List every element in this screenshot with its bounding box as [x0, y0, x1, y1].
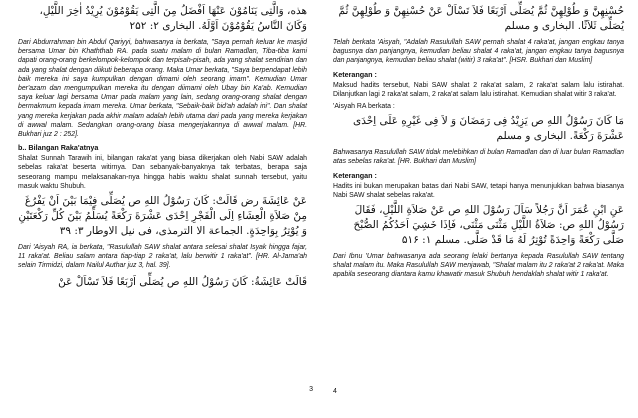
- page-number: 3: [309, 386, 313, 393]
- right-page: [319, 0, 638, 418]
- arabic-text: حُسْنِهِنَّ وَ طُوْلِهِنَّ ثُمَّ يُصَلِّى اَرْبَعًا فَلاَ تَسْاَلْ عَنْ حُسْنِهِنَّ وَ طُوْلِهِنَّ ثُمَّ يُصَلِّى ثَلاَثًا. البخارى و مسلم: [338, 5, 624, 32]
- arabic-text: مَا كَانَ رَسُوْلُ اللهِ ص يَزِيْدُ فِى رَمَضَانَ وَ لاَ فِى غَيْرِهِ عَلَى اِحْدَى عَشْرَةَ رَكْعَةً. البخارى و مسلم: [352, 115, 624, 143]
- section-heading: b.. Bilangan Raka'atnya: [18, 143, 99, 153]
- body-paragraph: Shalat Sunnah Tarawih ini, bilangan raka'at yang biasa dikerjakan oleh Nabi SAW adalah sebelas raka'at beserta witirnya. Dan sebanyak-banyaknya tak terbatas, berapa saja seseorang mampu melaksanakan-nya hingga habis waktu shalat sunnah tersebut, yaitu masuk waktu Shubuh.: [18, 155, 307, 190]
- arabic-text: عَنْ عَائِشَةَ رض قَالَتْ: كَانَ رَسُوْلُ اللهِ ص يُصَلِّى فِيْمَا بَيْنَ اَنْ يَفْرُغَ مِنْ صَلاَةِ الْعِشَاءِ اِلَى الْفَجْرِ اِحْدَى عَشْرَةَ رَكْعَةً يُسَلِّمُ بَيْنَ كُلِّ رَكْعَتَيْنِ وَ يُوْتِرُ بِوَاحِدَةٍ. الجماعة الا الترمذى، فى نيل الاوطار ۳: ۳۹: [18, 195, 307, 238]
- translation-paragraph: Telah berkata 'Aisyah, "Adalah Rasulullah SAW pernah shalat 4 raka'at, jangan engkau tanya bagusnya dan panjangnya, kemudian beliau shalat 4 raka'at, jangan engkau tanya bagusnya dan panjangnya, kemudian beliau shalat (witir) 3 raka'at". [HSR. Bukhari dan Muslim]: [333, 39, 624, 65]
- body-paragraph: Hadits ini bukan merupakan batas dari Nabi SAW, tetapi hanya menunjukkan bahwa biasanya Nabi SAW shalat sebelas raka'at.: [333, 182, 624, 199]
- translation-paragraph: Dari Abdurrahman bin Abdul Qariyyi, bahwasanya ia berkata, "Saya pernah keluar ke masjid bersama Umar bin Khaththab RA. pada suatu malam di bulan Ramadlan, Tiba-tiba kami dapati orang-orang berkelompok-kelompok dan terpisah-pisah, ada yang shalat sendirian dan ada yang shalat dengan diikuti beberapa orang. Maka Umar berkata, "Saya berpendapat lebih baik mereka ini saya kumpulkan dengan dimami oleh seorang imam". Kemudian Umar ber'azam dan mengumpulkan mereka itu dengan diimami oleh Ubay bin Ka'ab. Kemudian saya keluar lagi bersama Umar pada malam yang lain, sedang orang-orang shalat dengan bermakmum kepada imam mereka. Umar berkata, "Sebaik-baik bid'ah adalah ini". Dan shalat yang mereka kerjakan pada akhir malam adalah lebih utama dari pada yang mereka kerjakan di awwal malam. Sedangkan orang-orang biasa mengerjakannya di awwal malam. [HR. Bukhari juz 2 : 252].: [18, 39, 307, 139]
- body-paragraph: 'Aisyah RA berkata :: [333, 103, 395, 111]
- section-heading: Keterangan :: [333, 170, 377, 180]
- section-heading: Keterangan :: [333, 69, 377, 79]
- translation-paragraph: Dari 'Aisyah RA, ia berkata, "Rasulullah SAW shalat antara selesai shalat Isyak hingga fajar, 11 raka'at. Beliau salam antara tiap-tiap 2 raka'at, lalu berwitir 1 raka'at". [HR. Al-Jama'ah selain Tirmidzi, dalam Nailul Authar juz 3, hal. 39].: [18, 244, 307, 270]
- translation-paragraph: Dari Ibnu 'Umar bahwasanya ada seorang lelaki bertanya kepada Rasulullah SAW tentang shalat malam itu. Maka Rasulullah SAW menjawab, "Shalat malam itu 2 raka'at 2 raka'at. Maka apabila seseorang diantara kamu khawatir masuk Shubuh hendaklah shalat witir 1 raka'at.: [333, 253, 624, 279]
- arabic-text: عَنِ ابْنِ عُمَرَ اَنَّ رَجُلاً سَاَلَ رَسُوْلَ اللهِ ص عَنْ صَلاَةِ اللَّيْلِ، فَقَالَ رَسُوْلُ اللهِ ص: صَلاَةُ اللَّيْلِ مَثْنَى مَثْنَى، فَاِذَا خَشِيَ اَحَدُكُمُ الصُّبْحَ صَلَّى رَكْعَةً وَاحِدَةً تُوْتِرُ لَهُ مَا قَدْ صَلَّى. مسلم ۱: ۵۱۶: [353, 204, 624, 247]
- body-paragraph: Maksud hadits tersebut, Nabi SAW shalat 2 raka'at salam, 2 raka'at salam lalu istirahat. Dilanjutkan lagi 2 raka'at salam, 2 raka'at salam lalu istirahat. Kemudian shalat witir 3 raka'at.: [333, 81, 624, 98]
- page-number: 4: [333, 388, 337, 395]
- arabic-text: قَالَتْ عَائِشَةُ: كَانَ رَسُوْلُ اللهِ ص يُصَلِّى اَرْبَعًا فَلاَ تَسْاَلْ عَنْ: [58, 275, 307, 288]
- arabic-text: هذه، وَالَّتِى يَنَامُوْنَ عَنْهَا اَفْضَلُ مِنَ الَّتِى يَقُوْمُوْنَ يُرِيْدُ اٰخِرَ اللَّيْلِ، وَكَانَ النَّاسُ يَقُوْمُوْنَ اَوَّلَهُ. البخارى ۲: ۲۵۲: [39, 5, 307, 32]
- translation-paragraph: Bahwasanya Rasulullah SAW tidak melebihkan di bulan Ramadlan dan di luar bulan Ramadlan atas sebelas raka'at. [HR. Bukhari dan Muslim]: [333, 149, 624, 166]
